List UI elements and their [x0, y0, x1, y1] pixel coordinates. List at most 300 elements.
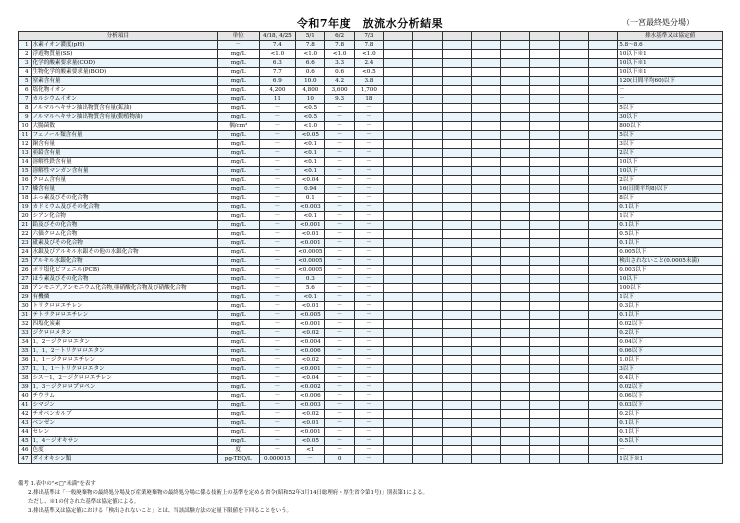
- row-number: 21: [19, 221, 32, 230]
- row-item: 色度: [31, 446, 217, 455]
- row-item: 六価クロム化合物: [31, 230, 217, 239]
- row-value: －: [354, 167, 383, 176]
- row-value: [471, 167, 500, 176]
- notes: [18, 480, 428, 516]
- row-value: <0.005: [296, 311, 325, 320]
- table-row: [19, 68, 723, 77]
- row-value: [559, 77, 588, 86]
- row-value: [384, 419, 413, 428]
- row-unit: mg/L: [217, 428, 259, 437]
- row-value: [413, 149, 442, 158]
- row-value: [530, 149, 559, 158]
- row-value: <0.1: [296, 212, 325, 221]
- row-value: －: [259, 266, 296, 275]
- analysis-table: [18, 31, 723, 464]
- row-value: [471, 185, 500, 194]
- row-value: [384, 203, 413, 212]
- row-value: [471, 149, 500, 158]
- row-value: [589, 320, 618, 329]
- row-value: －: [259, 356, 296, 365]
- row-value: [501, 275, 530, 284]
- row-value: [471, 338, 500, 347]
- row-value: [384, 41, 413, 50]
- row-value: [471, 419, 500, 428]
- row-value: [471, 50, 500, 59]
- row-value: －: [325, 113, 354, 122]
- row-value: [559, 230, 588, 239]
- row-unit: mg/L: [217, 131, 259, 140]
- row-value: <0.5: [296, 113, 325, 122]
- row-value: [559, 266, 588, 275]
- table-row: [19, 401, 723, 410]
- row-value: [413, 320, 442, 329]
- row-value: [501, 374, 530, 383]
- row-value: [442, 212, 471, 221]
- row-value: [559, 149, 588, 158]
- table-row: [19, 356, 723, 365]
- row-value: [384, 428, 413, 437]
- row-value: [530, 95, 559, 104]
- row-number: 28: [19, 284, 32, 293]
- row-number: 7: [19, 95, 32, 104]
- row-value: －: [259, 131, 296, 140]
- row-value: [559, 311, 588, 320]
- row-value: [384, 437, 413, 446]
- row-standard: 1以下※1: [618, 455, 723, 464]
- row-value: －: [354, 194, 383, 203]
- row-value: [559, 68, 588, 77]
- row-value: [413, 95, 442, 104]
- row-value: [471, 320, 500, 329]
- row-value: [471, 392, 500, 401]
- row-value: [442, 50, 471, 59]
- table-row: [19, 428, 723, 437]
- row-value: [559, 293, 588, 302]
- row-value: <0.5: [354, 68, 383, 77]
- row-number: 10: [19, 122, 32, 131]
- row-value: [501, 95, 530, 104]
- row-standard: 10以下※1: [618, 59, 723, 68]
- row-unit: mg/L: [217, 374, 259, 383]
- row-unit: mg/L: [217, 185, 259, 194]
- row-value: [559, 167, 588, 176]
- row-value: [530, 392, 559, 401]
- table-row: [19, 158, 723, 167]
- row-value: 10.0: [296, 77, 325, 86]
- header-date: [559, 32, 588, 41]
- row-value: [559, 356, 588, 365]
- row-value: [559, 428, 588, 437]
- table-row: [19, 275, 723, 284]
- row-value: [589, 302, 618, 311]
- row-value: [559, 257, 588, 266]
- header-date: 5/1: [296, 32, 325, 41]
- table-row: [19, 113, 723, 122]
- row-standard: －: [618, 86, 723, 95]
- row-value: [589, 185, 618, 194]
- row-value: [501, 455, 530, 464]
- row-unit: mg/L: [217, 194, 259, 203]
- table-row: [19, 329, 723, 338]
- row-item: ダイオキシン類: [31, 455, 217, 464]
- row-unit: mg/L: [217, 347, 259, 356]
- row-value: [589, 59, 618, 68]
- row-value: [442, 293, 471, 302]
- row-value: [442, 59, 471, 68]
- row-number: 6: [19, 86, 32, 95]
- table-row: [19, 77, 723, 86]
- row-value: [384, 284, 413, 293]
- row-value: [530, 104, 559, 113]
- row-value: －: [354, 131, 383, 140]
- row-value: [589, 338, 618, 347]
- row-value: [442, 374, 471, 383]
- row-value: [384, 104, 413, 113]
- row-standard: 8以下: [618, 194, 723, 203]
- row-value: [559, 410, 588, 419]
- row-standard: 0.5以下: [618, 437, 723, 446]
- row-value: [384, 149, 413, 158]
- row-value: [384, 86, 413, 95]
- row-value: [530, 230, 559, 239]
- table-row: [19, 122, 723, 131]
- note-line: 2.排出基準は「一般廃棄物の最終処分場及び産業廃棄物の最終処分場に係る技術上の基準を定める省令(昭和52年3月14日総理府・厚生省令第1号)」別表第1による。: [28, 490, 428, 496]
- row-value: [413, 347, 442, 356]
- table-row: [19, 311, 723, 320]
- row-value: －: [354, 221, 383, 230]
- row-value: [442, 428, 471, 437]
- row-value: [413, 428, 442, 437]
- row-value: [413, 203, 442, 212]
- row-value: [559, 284, 588, 293]
- row-value: －: [354, 122, 383, 131]
- row-item: カルシウムイオン: [31, 95, 217, 104]
- row-unit: mg/L: [217, 338, 259, 347]
- row-value: －: [325, 239, 354, 248]
- row-value: [501, 113, 530, 122]
- row-standard: 10以下※1: [618, 68, 723, 77]
- row-number: 39: [19, 383, 32, 392]
- row-number: 9: [19, 113, 32, 122]
- row-value: <0.006: [296, 392, 325, 401]
- row-item: ベンゼン: [31, 419, 217, 428]
- row-value: [530, 239, 559, 248]
- table-row: [19, 212, 723, 221]
- row-value: －: [354, 149, 383, 158]
- row-value: [559, 419, 588, 428]
- row-value: [530, 77, 559, 86]
- row-value: [501, 428, 530, 437]
- row-item: ノルマルヘキサン抽出物質含有量(鉱油): [31, 104, 217, 113]
- row-item: 亜鉛含有量: [31, 149, 217, 158]
- row-standard: 16(日間平均8)以下: [618, 185, 723, 194]
- row-value: －: [354, 374, 383, 383]
- row-value: [384, 374, 413, 383]
- row-value: －: [354, 329, 383, 338]
- row-value: [559, 302, 588, 311]
- row-value: [559, 347, 588, 356]
- row-value: [530, 329, 559, 338]
- row-standard: 0.03以下: [618, 401, 723, 410]
- row-value: [530, 428, 559, 437]
- row-value: －: [325, 293, 354, 302]
- row-value: <0.1: [296, 293, 325, 302]
- row-value: [501, 311, 530, 320]
- row-value: [501, 329, 530, 338]
- row-value: [501, 338, 530, 347]
- table-row: [19, 86, 723, 95]
- row-value: [442, 365, 471, 374]
- header-date: [413, 32, 442, 41]
- row-value: －: [354, 266, 383, 275]
- row-value: [442, 77, 471, 86]
- row-number: 25: [19, 257, 32, 266]
- row-value: [384, 50, 413, 59]
- row-value: [413, 41, 442, 50]
- row-value: [589, 284, 618, 293]
- row-number: 14: [19, 158, 32, 167]
- row-value: <0.1: [296, 167, 325, 176]
- row-value: [501, 239, 530, 248]
- row-unit: mg/L: [217, 239, 259, 248]
- row-value: [442, 329, 471, 338]
- row-value: [442, 203, 471, 212]
- row-value: <1.0: [296, 122, 325, 131]
- row-item: アルキル水銀化合物: [31, 257, 217, 266]
- row-value: [559, 41, 588, 50]
- row-value: 4.2: [325, 77, 354, 86]
- row-unit: mg/L: [217, 437, 259, 446]
- row-value: [442, 221, 471, 230]
- row-value: [471, 248, 500, 257]
- row-value: 0.6: [325, 68, 354, 77]
- row-value: [559, 365, 588, 374]
- row-number: 1: [19, 41, 32, 50]
- row-value: [471, 446, 500, 455]
- row-value: [442, 455, 471, 464]
- row-value: －: [325, 320, 354, 329]
- row-number: 37: [19, 365, 32, 374]
- row-standard: 3以下: [618, 140, 723, 149]
- row-value: [530, 446, 559, 455]
- row-value: [559, 401, 588, 410]
- row-value: [501, 68, 530, 77]
- row-value: [559, 212, 588, 221]
- header-date: 4/18, 4/25: [259, 32, 296, 41]
- row-value: [589, 401, 618, 410]
- row-value: －: [354, 230, 383, 239]
- row-number: 44: [19, 428, 32, 437]
- row-value: [442, 437, 471, 446]
- row-value: <0.001: [296, 320, 325, 329]
- row-value: －: [259, 248, 296, 257]
- row-value: [471, 410, 500, 419]
- row-value: －: [259, 302, 296, 311]
- row-item: クロム含有量: [31, 176, 217, 185]
- row-value: <0.004: [296, 338, 325, 347]
- row-value: [471, 158, 500, 167]
- row-value: [413, 311, 442, 320]
- row-value: [413, 113, 442, 122]
- row-value: 11: [259, 95, 296, 104]
- row-value: [471, 356, 500, 365]
- row-value: [442, 239, 471, 248]
- row-value: [559, 392, 588, 401]
- row-value: [559, 248, 588, 257]
- row-value: [384, 257, 413, 266]
- row-standard: －: [618, 95, 723, 104]
- row-value: [471, 401, 500, 410]
- row-value: [413, 239, 442, 248]
- header-date: [530, 32, 559, 41]
- row-value: 6.6: [296, 59, 325, 68]
- row-value: [471, 230, 500, 239]
- row-value: －: [259, 176, 296, 185]
- row-standard: 0.1以下: [618, 428, 723, 437]
- row-value: [501, 356, 530, 365]
- row-value: －: [259, 338, 296, 347]
- row-value: [442, 392, 471, 401]
- row-value: [413, 50, 442, 59]
- row-value: [384, 248, 413, 257]
- row-value: 0.3: [296, 275, 325, 284]
- row-value: －: [354, 419, 383, 428]
- row-value: －: [325, 392, 354, 401]
- row-value: －: [354, 203, 383, 212]
- row-value: [501, 167, 530, 176]
- row-value: [442, 95, 471, 104]
- row-value: [471, 347, 500, 356]
- row-value: [471, 104, 500, 113]
- row-value: －: [259, 212, 296, 221]
- row-value: －: [325, 158, 354, 167]
- row-value: [501, 41, 530, 50]
- row-value: [384, 59, 413, 68]
- table-row: [19, 50, 723, 59]
- row-standard: 5以下: [618, 104, 723, 113]
- table-row: [19, 419, 723, 428]
- row-value: [413, 356, 442, 365]
- row-value: －: [354, 320, 383, 329]
- row-value: [589, 194, 618, 203]
- row-item: 溶解性マンガン含有量: [31, 167, 217, 176]
- row-standard: 0.06以下: [618, 392, 723, 401]
- row-value: [442, 176, 471, 185]
- table-row: [19, 230, 723, 239]
- row-value: [589, 419, 618, 428]
- row-value: [384, 131, 413, 140]
- row-item: フェノール類含有量: [31, 131, 217, 140]
- row-value: [384, 455, 413, 464]
- row-value: [384, 302, 413, 311]
- row-value: [413, 338, 442, 347]
- row-value: －: [354, 365, 383, 374]
- row-value: －: [325, 257, 354, 266]
- row-value: －: [259, 347, 296, 356]
- row-value: －: [325, 248, 354, 257]
- row-value: [384, 185, 413, 194]
- row-value: [442, 284, 471, 293]
- row-item: 1，2－ジクロロエタン: [31, 338, 217, 347]
- row-value: [471, 383, 500, 392]
- row-number: 45: [19, 437, 32, 446]
- row-value: [559, 455, 588, 464]
- note-line: ただし、※1の付された基準は協定値による。: [28, 499, 140, 505]
- row-value: [471, 122, 500, 131]
- row-value: [442, 338, 471, 347]
- row-value: [501, 50, 530, 59]
- row-value: －: [325, 221, 354, 230]
- row-standard: 0.1以下: [618, 203, 723, 212]
- row-standard: 0.02以下: [618, 320, 723, 329]
- row-value: 0.000015: [259, 455, 296, 464]
- row-value: [530, 131, 559, 140]
- table-row: [19, 59, 723, 68]
- row-value: [442, 113, 471, 122]
- row-standard: 0.06以下: [618, 347, 723, 356]
- header-date: [589, 32, 618, 41]
- row-unit: mg/L: [217, 356, 259, 365]
- row-unit: －: [217, 41, 259, 50]
- row-value: [471, 113, 500, 122]
- row-value: [501, 293, 530, 302]
- row-value: [530, 356, 559, 365]
- row-value: [501, 419, 530, 428]
- row-value: [413, 212, 442, 221]
- row-unit: mg/L: [217, 410, 259, 419]
- row-item: 鉛及びその化合物: [31, 221, 217, 230]
- row-value: －: [325, 230, 354, 239]
- row-value: [442, 266, 471, 275]
- row-value: －: [259, 446, 296, 455]
- row-value: [384, 239, 413, 248]
- row-value: [442, 401, 471, 410]
- row-value: <0.01: [296, 302, 325, 311]
- row-value: [501, 446, 530, 455]
- row-value: [413, 230, 442, 239]
- row-item: ふっ素及びその化合物: [31, 194, 217, 203]
- row-standard: 0.005以下: [618, 248, 723, 257]
- row-value: [413, 104, 442, 113]
- row-value: [530, 302, 559, 311]
- row-value: [589, 428, 618, 437]
- row-value: [384, 122, 413, 131]
- row-value: －: [325, 383, 354, 392]
- row-value: [501, 302, 530, 311]
- table-row: [19, 176, 723, 185]
- row-value: 6.9: [259, 77, 296, 86]
- row-value: [471, 437, 500, 446]
- row-value: －: [354, 410, 383, 419]
- row-value: [384, 266, 413, 275]
- row-value: <0.04: [296, 374, 325, 383]
- row-number: 19: [19, 203, 32, 212]
- row-standard: 2以下: [618, 149, 723, 158]
- row-value: [530, 374, 559, 383]
- row-number: 40: [19, 392, 32, 401]
- row-number: 47: [19, 455, 32, 464]
- row-value: 6.3: [259, 59, 296, 68]
- row-value: －: [259, 203, 296, 212]
- row-item: シス－1，2－ジクロロエチレン: [31, 374, 217, 383]
- row-number: 30: [19, 302, 32, 311]
- row-value: －: [259, 311, 296, 320]
- row-value: [384, 275, 413, 284]
- row-value: [530, 176, 559, 185]
- row-value: [589, 446, 618, 455]
- row-value: [589, 347, 618, 356]
- row-value: [471, 302, 500, 311]
